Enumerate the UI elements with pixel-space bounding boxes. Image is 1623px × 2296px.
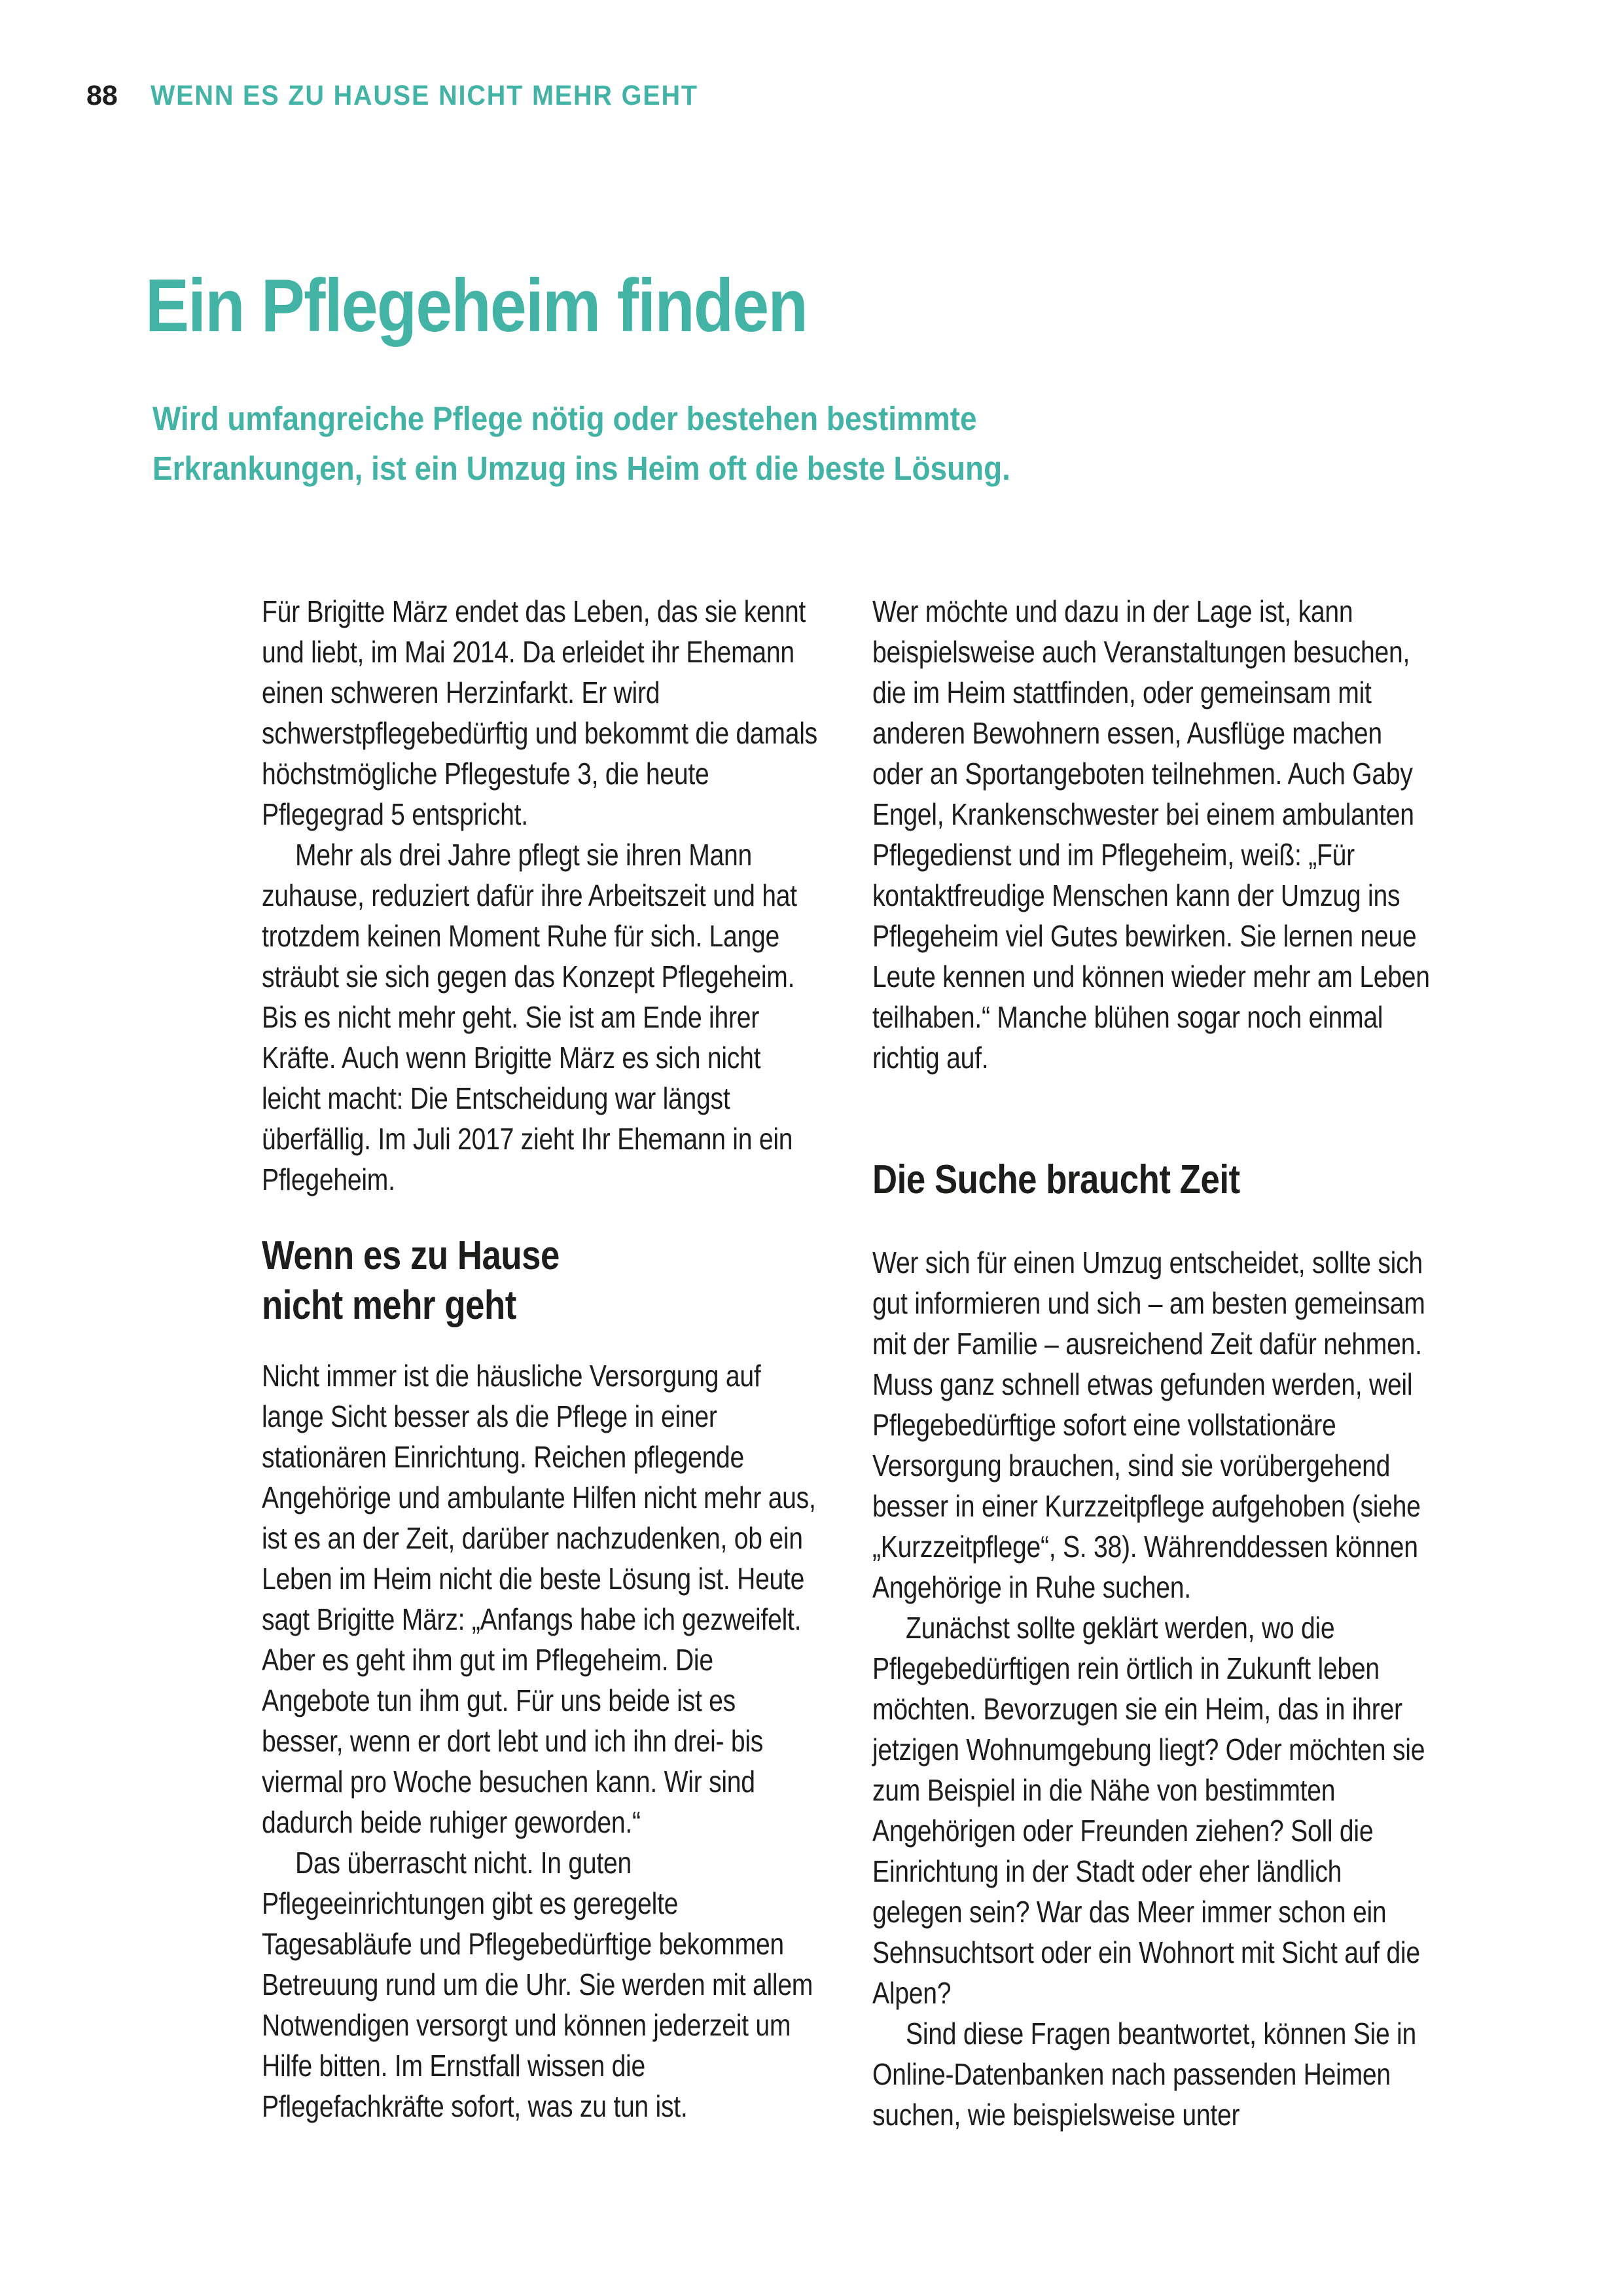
paragraph: Wer sich für einen Umzug entscheidet, sollte sich gut informieren und sich – am besten gemeinsam mit der Familie – ausreichend Zeit dafür nehmen. Muss ganz schnell etwas gefunden werden, weil Pflegebedürftige sofort eine vollstationäre Versorgung brauchen, sind sie vorübergehend besser in einer Kurzzeitpflege aufgehoben (siehe „Kurzzeitpflege“, S. 38). Währenddessen können Angehörige in Ruhe suchen. <box>872 1246 1425 1604</box>
left-body-block <box>262 1355 821 2126</box>
paragraph: Zunächst sollte geklärt werden, wo die Pflegebedürftigen rein örtlich in Zukunft leben möchten. Bevorzugen sie ein Heim, das in ihrer jetzigen Wohnumgebung liegt? Oder möchten sie zum Beispiel in die Nähe von bestimmten Angehörigen oder Freunden ziehen? Soll die Einrichtung in der Stadt oder eher ländlich gelegen sein? War das Meer immer schon ein Sehnsuchtsort oder ein Wohnort mit Sicht auf die Alpen? <box>872 1611 1425 2010</box>
paragraph: Das überrascht nicht. In guten Pflegeeinrichtungen gibt es geregelte Tagesabläufe und Pflegebedürftige bekommen Betreuung rund um die Uhr. Sie werden mit allem Notwendigen versorgt und können jederzeit um Hilfe bitten. Im Ernstfall wissen die Pflegefachkräfte sofort, was zu tun ist. <box>262 1846 813 2123</box>
article-standfirst <box>152 394 1010 493</box>
page-number: 88 <box>86 80 118 111</box>
left-subheading-line-1: Wenn es zu Hause <box>262 1233 560 1278</box>
right-body-block <box>872 1242 1432 2135</box>
paragraph: Für Brigitte März endet das Leben, das sie kennt und liebt, im Mai 2014. Da erleidet ihr Ehemann einen schweren Herzinfarkt. Er wird schwerstpflegebedürftig und bekommt die damals höchstmögliche Pflegestufe 3, die heute Pflegegrad 5 entspricht. <box>262 594 817 831</box>
left-column-inner <box>262 591 821 2227</box>
paragraph: Nicht immer ist die häusliche Versorgung auf lange Sicht besser als die Pflege in einer stationären Einrichtung. Reichen pflegende Angehörige und ambulante Hilfen nicht mehr aus, ist es an der Zeit, darüber nachzudenken, ob ein Leben im Heim nicht die beste Lösung ist. Heute sagt Brigitte März: „Anfangs habe ich gezweifelt. Aber es geht ihm gut im Pflegeheim. Die Angebote tun ihm gut. Für uns beide ist es besser, wenn er dort lebt und ich ihn drei- bis viermal pro Woche besuchen kann. Wir sind dadurch beide ruhiger geworden.“ <box>262 1359 816 1839</box>
left-intro-block <box>262 591 821 1200</box>
left-subheading-line-2: nicht mehr geht <box>262 1283 516 1328</box>
right-subheading: Die Suche braucht Zeit <box>872 1157 1240 1202</box>
left-column <box>262 591 920 2227</box>
article-title: Ein Pflegeheim finden <box>145 264 807 348</box>
right-column <box>872 591 1531 2227</box>
right-intro-block <box>872 591 1432 1078</box>
running-head <box>0 80 1623 119</box>
right-column-inner <box>872 591 1432 2227</box>
standfirst-line-2: Erkrankungen, ist ein Umzug ins Heim oft die beste Lösung. <box>152 450 1010 487</box>
paragraph: Sind diese Fragen beantwortet, können Sie in Online-Datenbanken nach passenden Heimen suchen, wie beispielsweise unter <box>872 2017 1416 2132</box>
left-subheading <box>262 1231 821 1331</box>
running-head-title: WENN ES ZU HAUSE NICHT MEHR GEHT <box>151 80 698 111</box>
standfirst-line-1: Wird umfangreiche Pflege nötig oder bestehen bestimmte <box>152 400 977 437</box>
paragraph: Mehr als drei Jahre pflegt sie ihren Mann zuhause, reduziert dafür ihre Arbeitszeit und hat trotzdem keinen Moment Ruhe für sich. Lange sträubt sie sich gegen das Konzept Pflegeheim. Bis es nicht mehr geht. Sie ist am Ende ihrer Kräfte. Auch wenn Brigitte März es sich nicht leicht macht: Die Entscheidung war längst überfällig. Im Juli 2017 zieht Ihr Ehemann in ein Pflegeheim. <box>262 838 797 1196</box>
paragraph: Wer möchte und dazu in der Lage ist, kann beispielsweise auch Veranstaltungen besuchen, die im Heim stattfinden, oder gemeinsam mit anderen Bewohnern essen, Ausflüge machen oder an Sportangeboten teilnehmen. Auch Gaby Engel, Krankenschwester bei einem ambulanten Pflegedienst und im Pflegeheim, weiß: „Für kontaktfreudige Menschen kann der Umzug ins Pflegeheim viel Gutes bewirken. Sie lernen neue Leute kennen und können wieder mehr am Leben teilhaben.“ Manche blühen sogar noch einmal richtig auf. <box>872 594 1430 1075</box>
